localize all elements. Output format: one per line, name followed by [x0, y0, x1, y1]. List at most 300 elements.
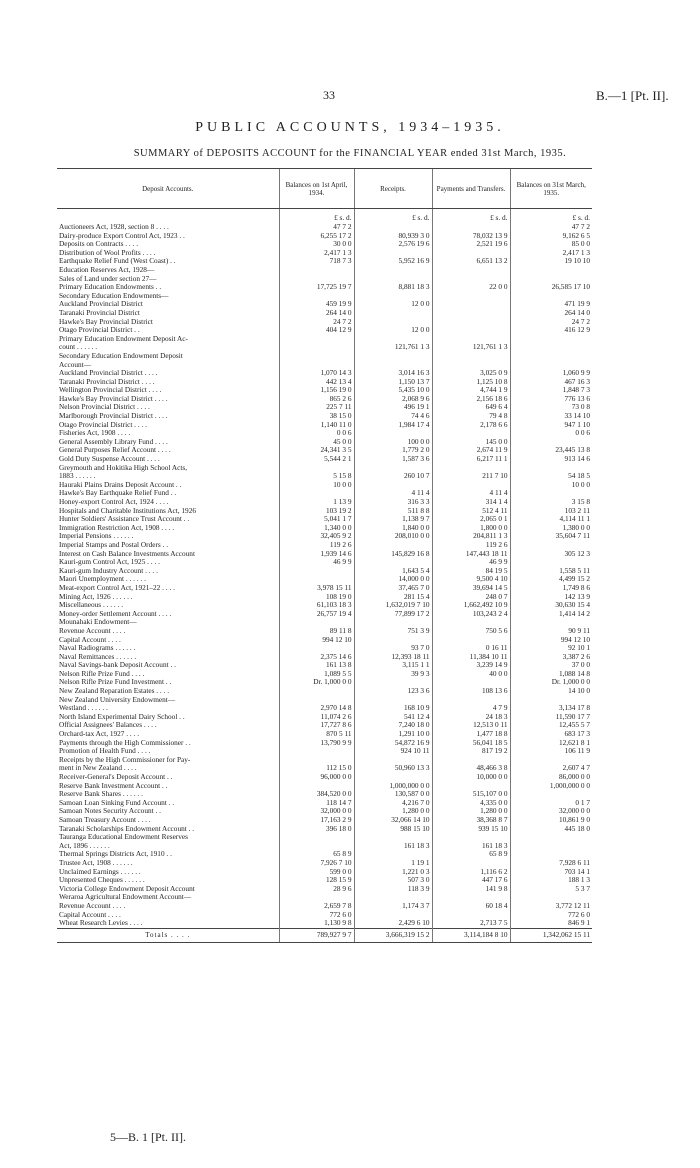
table-row [57, 721, 592, 730]
amount-cell: 396 18 0 [279, 825, 354, 834]
table-row [57, 541, 592, 550]
amount-cell [432, 636, 510, 645]
amount-cell [279, 747, 354, 756]
amount-cell: 28 9 6 [279, 885, 354, 894]
amount-cell: 79 4 8 [432, 412, 510, 421]
column-header: Deposit Accounts. [57, 169, 279, 209]
amount-cell: 248 0 7 [432, 593, 510, 602]
account-name-cell: Naval Remittances . . . . . . [59, 652, 137, 661]
amount-cell: 112 15 0 [279, 764, 354, 773]
table-row [57, 300, 592, 309]
account-name-cell: Primary Education Endowments . . [59, 283, 162, 292]
table-row [57, 756, 592, 765]
amount-cell: 145,829 16 8 [354, 550, 432, 559]
amount-cell: 404 12 9 [279, 326, 354, 335]
account-name-cell: Reserve Bank Investment Account . . [59, 781, 168, 790]
account-name-cell: Immigration Restriction Act, 1908 . . . . [59, 523, 175, 532]
document-reference: B.—1 [Pt. II]. [596, 88, 669, 103]
amount-cell: 3,387 2 6 [510, 653, 592, 662]
account-name-cell: Auckland Provincial District [59, 300, 143, 309]
amount-cell: 37 0 0 [510, 661, 592, 670]
amount-cell [432, 275, 510, 284]
table-row [57, 464, 592, 473]
account-name-cell: Money-order Settlement Account . . . . [59, 609, 172, 618]
amount-cell: 12,455 5 7 [510, 721, 592, 730]
amount-cell: 13,790 9 9 [279, 739, 354, 748]
amount-cell: 7,240 18 0 [354, 721, 432, 730]
account-name-cell: Auctioneers Act, 1928, section 8 . . . . [59, 223, 169, 231]
table-row [57, 550, 592, 559]
amount-cell: 2,068 9 6 [354, 395, 432, 404]
amount-cell [354, 292, 432, 301]
amount-cell: 54,872 16 9 [354, 739, 432, 748]
table-row [57, 524, 592, 533]
account-name-cell: Kauri-gum Industry Account . . . . [59, 566, 158, 575]
column-header: Balances on 1st April, 1934. [279, 169, 354, 209]
amount-cell: 789,927 9 7 [279, 928, 354, 942]
account-name-cell: Maori Unemployment . . . . . . [59, 575, 146, 584]
amount-cell [510, 558, 592, 567]
amount-cell: 145 0 0 [432, 438, 510, 447]
amount-cell: 1,939 14 6 [279, 550, 354, 559]
account-name-cell: Taranaki Provincial District . . . . [59, 377, 155, 386]
amount-cell: 2,521 19 6 [432, 240, 510, 249]
table-row [57, 575, 592, 584]
table-row [57, 610, 592, 619]
amount-cell [432, 266, 510, 275]
page-number: 33 [323, 88, 335, 102]
table-row [57, 868, 592, 877]
amount-cell: 47 7 2 [279, 223, 354, 232]
amount-cell [510, 790, 592, 799]
table-row [57, 232, 592, 241]
account-name-cell: Nelson Rifle Prize Fund Investment . . [59, 678, 172, 687]
amount-cell: 47 7 2 [510, 223, 592, 232]
amount-cell [354, 481, 432, 490]
table-row [57, 498, 592, 507]
amount-cell: 24 7 2 [279, 318, 354, 327]
amount-cell: 4,335 0 0 [432, 799, 510, 808]
amount-cell [354, 361, 432, 370]
amount-cell: 147,443 18 11 [432, 550, 510, 559]
table-row [57, 807, 592, 816]
amount-cell: 118 3 9 [354, 885, 432, 894]
amount-cell: 30,630 15 4 [510, 601, 592, 610]
amount-cell: 38,368 8 7 [432, 816, 510, 825]
account-name-cell: Education Reserves Act, 1928— [59, 265, 155, 274]
amount-cell [279, 489, 354, 498]
amount-cell [432, 911, 510, 920]
table-row [57, 782, 592, 791]
amount-cell: 1,342,062 15 11 [510, 928, 592, 942]
amount-cell: 7,928 6 11 [510, 859, 592, 868]
amount-cell [354, 266, 432, 275]
amount-cell: 314 1 4 [432, 498, 510, 507]
amount-cell: 316 3 3 [354, 498, 432, 507]
amount-cell: 7,926 7 10 [279, 859, 354, 868]
amount-cell [354, 429, 432, 438]
amount-cell: 4 11 4 [354, 489, 432, 498]
account-name-cell: count . . . . . . [59, 343, 98, 352]
amount-cell: 1,291 10 0 [354, 730, 432, 739]
amount-cell: 6,651 13 2 [432, 257, 510, 266]
amount-cell: 5,435 10 0 [354, 386, 432, 395]
account-name-cell: Nelson Rifle Prize Fund . . . . [59, 669, 145, 678]
amount-cell: 1,643 5 4 [354, 567, 432, 576]
amount-cell: 26,757 19 4 [279, 610, 354, 619]
account-name-cell: Otago Provincial District . . [59, 326, 140, 335]
amount-cell [279, 352, 354, 361]
amount-cell [354, 911, 432, 920]
amount-cell [510, 438, 592, 447]
amount-cell: 77,899 17 2 [354, 610, 432, 619]
table-row [57, 240, 592, 249]
account-name-cell: Interest on Cash Balance Investments Account [59, 549, 195, 558]
amount-cell: 32,000 0 0 [279, 807, 354, 816]
table-row [57, 429, 592, 438]
amount-cell [279, 292, 354, 301]
amount-cell: 1,340 0 0 [279, 524, 354, 533]
amount-cell: 870 5 11 [279, 730, 354, 739]
amount-cell: 1,632,019 7 10 [354, 601, 432, 610]
table-row [57, 318, 592, 327]
amount-cell: 994 12 10 [510, 636, 592, 645]
amount-cell: 39,694 14 5 [432, 584, 510, 593]
table-row [57, 335, 592, 344]
amount-cell [510, 489, 592, 498]
table-row [57, 799, 592, 808]
amount-cell: 1,280 0 0 [354, 807, 432, 816]
amount-cell: 1,088 14 8 [510, 670, 592, 679]
amount-cell: 1,060 9 9 [510, 369, 592, 378]
amount-cell [432, 352, 510, 361]
account-name-cell: Receiver-General's Deposit Account . . [59, 773, 173, 781]
amount-cell: £ s. d. [510, 209, 592, 224]
account-name-cell: Auckland Provincial District . . . . [59, 369, 158, 378]
table-row [57, 627, 592, 636]
table-row [57, 919, 592, 928]
table-row [57, 292, 592, 301]
amount-cell: 78,032 13 9 [432, 232, 510, 241]
amount-cell: 106 11 9 [510, 747, 592, 756]
table-subtitle: SUMMARY of DEPOSITS ACCOUNT for the FINANCIAL YEAR ended 31st March, 1935. [133, 148, 567, 159]
amount-cell: 14 10 0 [510, 687, 592, 696]
account-name-cell: Gold Duty Suspense Account . . . . [59, 455, 160, 464]
amount-cell: 65 8 9 [279, 850, 354, 859]
amount-cell [354, 850, 432, 859]
account-name-cell: Imperial Stamps and Postal Orders . . [59, 540, 169, 549]
amount-cell: 17,725 19 7 [279, 283, 354, 292]
account-name-cell: Westland . . . . . . [59, 704, 108, 713]
amount-cell: 118 14 7 [279, 799, 354, 808]
table-row [57, 266, 592, 275]
amount-cell: 599 0 0 [279, 868, 354, 877]
table-row [57, 747, 592, 756]
amount-cell [432, 249, 510, 258]
amount-cell: 3,239 14 9 [432, 661, 510, 670]
account-name-cell: Wheat Research Levies . . . . [59, 919, 143, 928]
account-name-cell: Earthquake Relief Fund (West Coast) . . [59, 257, 176, 266]
table-row [57, 309, 592, 318]
table-row [57, 352, 592, 361]
amount-cell [432, 481, 510, 490]
amount-cell: 208,010 0 0 [354, 532, 432, 541]
amount-cell: 924 10 11 [354, 747, 432, 756]
table-row [57, 558, 592, 567]
amount-cell [432, 335, 510, 344]
amount-cell: 4 11 4 [432, 489, 510, 498]
table-row [57, 361, 592, 370]
amount-cell: 947 1 10 [510, 421, 592, 430]
table-row [57, 584, 592, 593]
table-row [57, 593, 592, 602]
amount-cell [432, 326, 510, 335]
amount-cell: 846 9 1 [510, 919, 592, 928]
amount-cell: 85 0 0 [510, 240, 592, 249]
amount-cell: 6,217 11 1 [432, 455, 510, 464]
amount-cell: 2,674 11 9 [432, 446, 510, 455]
table-row [57, 446, 592, 455]
account-name-cell: Distribution of Wool Profits . . . . [59, 248, 156, 257]
amount-cell [510, 833, 592, 842]
amount-cell: 24 18 3 [432, 713, 510, 722]
amount-cell: 11,384 10 11 [432, 653, 510, 662]
account-name-cell: Secondary Education Endowment Deposit [59, 351, 183, 360]
amount-cell: 496 19 1 [354, 403, 432, 412]
amount-cell: 1,138 9 7 [354, 515, 432, 524]
amount-cell [354, 636, 432, 645]
amount-cell: 123 3 6 [354, 687, 432, 696]
amount-cell [510, 541, 592, 550]
amount-cell: 751 3 9 [354, 627, 432, 636]
amount-cell: 142 13 9 [510, 593, 592, 602]
account-name-cell: Promotion of Health Fund . . . . [59, 747, 151, 756]
amount-cell: 108 13 6 [432, 687, 510, 696]
account-name-cell: Greymouth and Hokitika High School Acts, [59, 463, 188, 472]
account-name-cell: Hawke's Bay Provincial District [59, 317, 153, 326]
amount-cell: 2,607 4 7 [510, 764, 592, 773]
table-row [57, 532, 592, 541]
table-row [57, 661, 592, 670]
account-name-cell: Hawke's Bay Provincial District . . . . [59, 394, 168, 403]
amount-cell: 1,800 0 0 [432, 524, 510, 533]
amount-cell: 32,000 0 0 [510, 807, 592, 816]
account-name-cell: New Zealand University Endowment— [59, 695, 176, 704]
amount-cell [432, 893, 510, 902]
amount-cell: 1,587 3 6 [354, 455, 432, 464]
account-name-cell: Thermal Springs Districts Act, 1910 . . [59, 850, 172, 859]
amount-cell [432, 223, 510, 232]
amount-cell [354, 773, 432, 782]
amount-cell: 188 1 3 [510, 876, 592, 885]
amount-cell [279, 464, 354, 473]
account-name-cell: Nelson Provincial District . . . . [59, 403, 150, 412]
account-name-cell: Miscellaneous . . . . . . [59, 601, 124, 610]
account-name-cell: Orchard-tax Act, 1927 . . . . [59, 730, 140, 739]
table-row [57, 773, 592, 782]
amount-cell: 3,114,184 8 10 [432, 928, 510, 942]
account-name-cell: General Purposes Relief Account . . . . [59, 446, 171, 455]
account-name-cell: Tauranga Educational Endowment Reserves [59, 833, 188, 842]
table-row [57, 515, 592, 524]
amount-cell: 3,134 17 8 [510, 704, 592, 713]
amount-cell: 26,585 17 10 [510, 283, 592, 292]
amount-cell: 56,041 18 5 [432, 739, 510, 748]
page-title: PUBLIC ACCOUNTS, 1934–1935. [195, 120, 505, 135]
amount-cell: 4,499 15 2 [510, 575, 592, 584]
amount-cell [354, 223, 432, 232]
amount-cell: 1,380 0 0 [510, 524, 592, 533]
amount-cell: 718 7 3 [279, 257, 354, 266]
amount-cell: 515,107 0 0 [432, 790, 510, 799]
amount-cell: £ s. d. [432, 209, 510, 224]
account-name-cell: Hawke's Bay Earthquake Relief Fund . . [59, 489, 177, 498]
amount-cell: 2,156 18 6 [432, 395, 510, 404]
amount-cell: 46 9 9 [432, 558, 510, 567]
amount-cell: 264 14 0 [510, 309, 592, 318]
amount-cell: 46 9 9 [279, 558, 354, 567]
account-name-cell: Mounahaki Endowment— [59, 618, 137, 627]
amount-cell: 24 7 2 [510, 318, 592, 327]
amount-cell: 161 18 3 [354, 842, 432, 851]
amount-cell: 3,772 12 11 [510, 902, 592, 911]
amount-cell: 445 18 0 [510, 825, 592, 834]
amount-cell: 121,761 1 3 [354, 343, 432, 352]
account-name-cell: 1883 . . . . . . [59, 472, 96, 481]
amount-cell: 32,066 14 10 [354, 816, 432, 825]
amount-cell: Dr. 1,000 0 0 [279, 678, 354, 687]
amount-cell [432, 756, 510, 765]
table-row [57, 842, 592, 851]
table-row [57, 455, 592, 464]
amount-cell: 23,445 13 8 [510, 446, 592, 455]
amount-cell: 772 6 0 [510, 911, 592, 920]
amount-cell: 1,749 8 6 [510, 584, 592, 593]
amount-cell [354, 696, 432, 705]
amount-cell: 939 15 10 [432, 825, 510, 834]
amount-cell [279, 275, 354, 284]
account-name-cell: Secondary Education Endowments— [59, 291, 169, 300]
account-name-cell: Totals . . . . [57, 928, 279, 942]
account-name-cell: ment in New Zealand . . . . [59, 764, 137, 773]
amount-cell: 12,621 8 1 [510, 739, 592, 748]
amount-cell: 119 2 6 [279, 541, 354, 550]
account-name-cell: Naval Savings-bank Deposit Account . . [59, 661, 176, 670]
amount-cell: 2,417 1 3 [510, 249, 592, 258]
amount-cell [354, 541, 432, 550]
amount-cell [354, 678, 432, 687]
amount-cell: Dr. 1,000 0 0 [510, 678, 592, 687]
amount-cell: 74 4 6 [354, 412, 432, 421]
amount-cell [510, 352, 592, 361]
amount-cell: 12 0 0 [354, 326, 432, 335]
amount-cell: 750 5 6 [432, 627, 510, 636]
account-name-cell: Primary Education Endowment Deposit Ac- [59, 334, 188, 343]
amount-cell: 32,405 9 2 [279, 532, 354, 541]
account-name-cell: Samoan Loan Sinking Fund Account . . [59, 798, 175, 807]
amount-cell: 141 9 8 [432, 885, 510, 894]
amount-cell: 1,414 14 2 [510, 610, 592, 619]
table-row [57, 653, 592, 662]
amount-cell: 11,074 2 6 [279, 713, 354, 722]
account-name-cell [57, 209, 279, 224]
amount-cell [432, 464, 510, 473]
account-name-cell: Hunter Soldiers' Assistance Trust Account . . [59, 515, 190, 524]
amount-cell: 2,429 6 10 [354, 919, 432, 928]
amount-cell: 1 13 9 [279, 498, 354, 507]
amount-cell: 512 4 11 [432, 507, 510, 516]
amount-cell: 1,150 13 7 [354, 378, 432, 387]
amount-cell: 161 13 8 [279, 661, 354, 670]
amount-cell: 281 15 4 [354, 593, 432, 602]
amount-cell: 14,000 0 0 [354, 575, 432, 584]
account-name-cell: Unpresented Cheques . . . . . . [59, 876, 145, 885]
amount-cell [279, 343, 354, 352]
account-name-cell: Revenue Account . . . . [59, 626, 126, 635]
amount-cell [279, 266, 354, 275]
table-row [57, 472, 592, 481]
amount-cell [279, 842, 354, 851]
amount-cell: 305 12 3 [510, 550, 592, 559]
amount-cell: 96,000 0 0 [279, 773, 354, 782]
table-row [57, 678, 592, 687]
amount-cell [510, 893, 592, 902]
amount-cell [510, 756, 592, 765]
amount-cell: 1,174 3 7 [354, 902, 432, 911]
amount-cell: 416 12 9 [510, 326, 592, 335]
amount-cell: 4,216 7 0 [354, 799, 432, 808]
amount-cell: 1,848 7 3 [510, 386, 592, 395]
amount-cell: 119 2 6 [432, 541, 510, 550]
table-row [57, 481, 592, 490]
amount-cell: 913 14 6 [510, 455, 592, 464]
amount-cell: 17,727 8 6 [279, 721, 354, 730]
amount-cell [432, 318, 510, 327]
amount-cell: 12 0 0 [354, 300, 432, 309]
amount-cell [279, 696, 354, 705]
table-header-row [57, 169, 592, 209]
amount-cell: 22 0 0 [432, 283, 510, 292]
account-name-cell: Deposits on Contracts . . . . [59, 240, 139, 249]
amount-cell [510, 335, 592, 344]
amount-cell [354, 464, 432, 473]
amount-cell: 30 0 0 [279, 240, 354, 249]
amount-cell: 2,065 0 1 [432, 515, 510, 524]
table-row [57, 412, 592, 421]
table-row [57, 275, 592, 284]
amount-cell: 10,000 0 0 [432, 773, 510, 782]
amount-cell: 128 15 9 [279, 876, 354, 885]
amount-cell: 1,140 11 0 [279, 421, 354, 430]
amount-cell: 211 7 10 [432, 472, 510, 481]
account-name-cell: Revenue Account . . . . [59, 901, 126, 910]
amount-cell: 6,255 17 2 [279, 232, 354, 241]
account-name-cell: Official Assignees' Balances . . . . [59, 721, 157, 730]
table-row [57, 902, 592, 911]
amount-cell: 1 19 1 [354, 859, 432, 868]
amount-cell: £ s. d. [354, 209, 432, 224]
amount-cell: 48,466 3 8 [432, 764, 510, 773]
table-row [57, 696, 592, 705]
amount-cell: 168 10 9 [354, 704, 432, 713]
amount-cell [354, 309, 432, 318]
amount-cell: 3,978 15 11 [279, 584, 354, 593]
account-name-cell: Account— [59, 360, 92, 369]
amount-cell: 1,779 2 0 [354, 446, 432, 455]
table-row [57, 739, 592, 748]
amount-cell [354, 318, 432, 327]
amount-cell: 33 14 10 [510, 412, 592, 421]
